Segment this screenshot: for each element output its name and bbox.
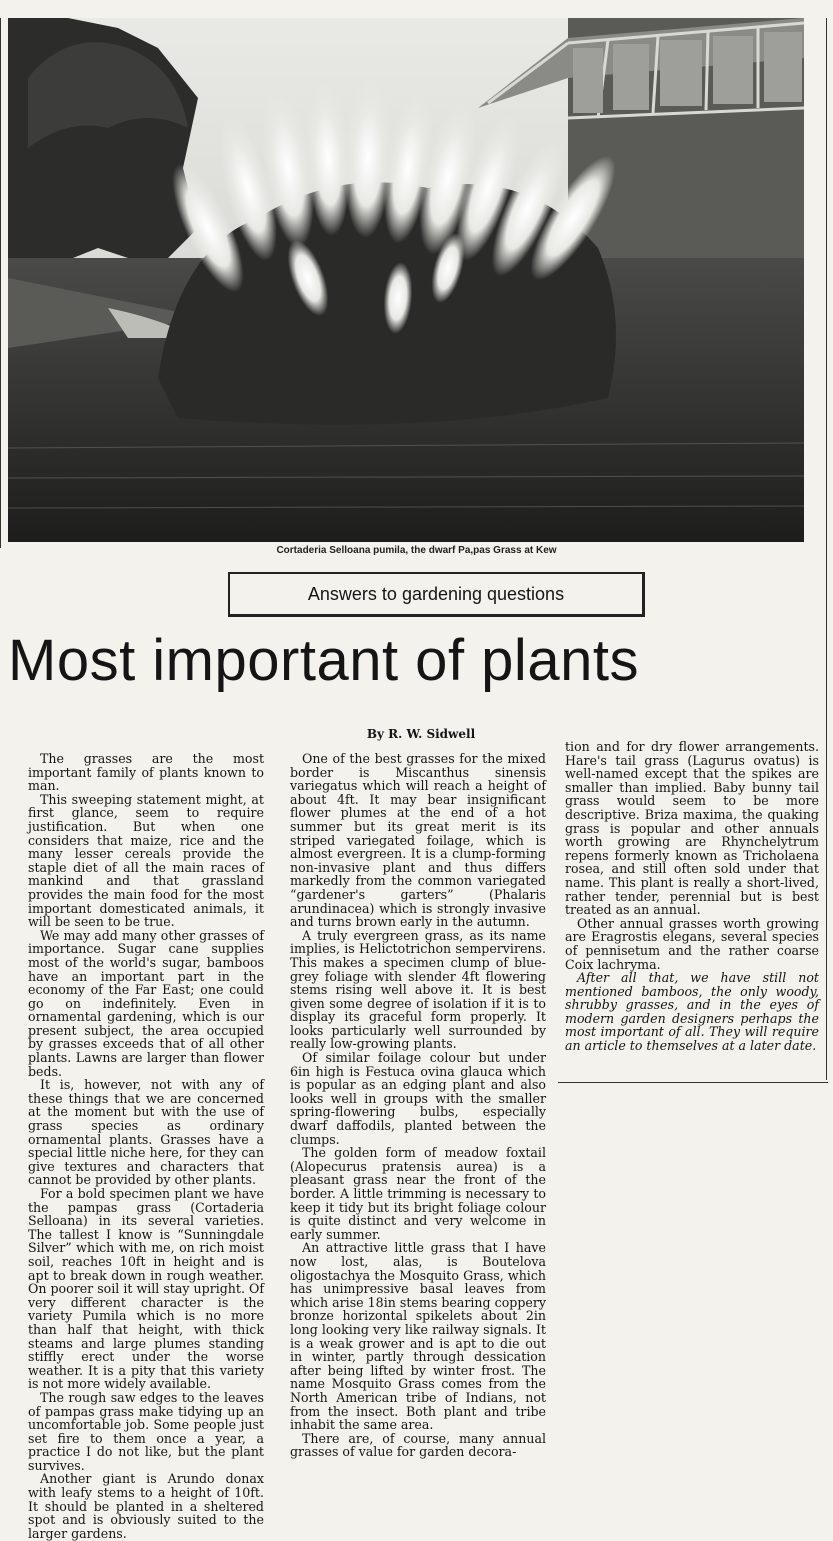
paragraph: One of the best grasses for the mixed border is Miscanthus sinensis variegatus which will reach a height of about 4ft. It may bear insignificant flower plumes at the end of a hot summer but its great merit is its striped variegated foilage, which is almost evergreen. It is a clump-forming non-invasive plant and thus differs markedly from the common variegated “gardener's garters” (Phalaris arundinacea) which is strongly invasive and turns brown early in the autumn. (290, 751, 546, 930)
column-end-rule (558, 1082, 828, 1083)
paragraph: For a bold specimen plant we have the pampas grass (Cortaderia Selloana) in its several varieties. The tallest I know is “Sunningdale Silver” which with me, on rich moist soil, reaches 10ft in height and is apt to break down in rough weather. On poorer soil it will stay upright. Of very different character is the variety Pumila which is no more than half that height, with thick steams and large plumes standing stiffly erect under the worse weather. It is a pity that this variety is not more widely available. (28, 1186, 264, 1392)
paragraph: The golden form of meadow foxtail (Alopecurus pratensis aurea) is a pleasant grass near the front of the border. A little trimming is necessary to keep it tidy but its bright foliage colour is quite distinct and very welcome in early summer. (290, 1145, 546, 1242)
article-column-3 (565, 740, 819, 1080)
paragraph: The rough saw edges to the leaves of pampas grass make tidying up an uncomfortable job. Some people just set fire to them once a year, a practice I do not like, but the plant survives. (28, 1389, 264, 1473)
section-kicker (228, 572, 645, 617)
closing-paragraph: After all that, we have still not mentioned bamboos, the only woody, shrubby grasses, and in the eyes of modern garden designers perhaps the most important of all. They will require an article to themselves at a later date. (565, 970, 819, 1054)
paragraph: It is, however, not with any of these things that we are concerned at the moment but with the use of grass species as ordinary ornamental plants. Grasses have a special little niche here, for they can give textures and characters that cannot be provided by other plants. (28, 1077, 264, 1188)
paragraph: tion and for dry flower arrangements. Hare's tail grass (Lagurus ovatus) is well-named except that the spikes are smaller than implied. Baby bunny tail grass would seem to be more descriptive. Briza maxima, the quaking grass is popular and other annuals worth growing are Rhynchelytrum repens formerly known as Tricholaena rosea, and still often sold under that name. This plant is really a short-lived, rather tender, perennial but is best treated as an annual. (565, 739, 819, 918)
paragraph: There are, of course, many annual grasses of value for garden decora- (290, 1430, 546, 1460)
article-column-1 (28, 751, 264, 1541)
paragraph: An attractive little grass that I have now lost, alas, is Boutelova oligostachya the Mosquito Grass, which has unimpressive basal leaves from which arise 18in stems bearing coppery bronze horizontal spikelets about 2in long looking very like railway signals. It is a weak grower and is apt to die out in winter, partly through dessication after being lifted by winter frost. The name Mosquito Grass comes from the North American tribe of Indians, not from the insect. Both plant and tribe inhabit the same area. (290, 1240, 546, 1433)
column-rule-left (0, 18, 1, 548)
paragraph: We may add many other grasses of importance. Sugar cane supplies most of the world's sugar, bamboos have an important part in the economy of the Far East; one could go on indefinitely. Even in ornamental gardening, which is our present subject, the area occupied by grasses exceeds that of all other plants. Lawns are larger than flower beds. (28, 927, 264, 1079)
headline: Most important of plants (8, 628, 639, 693)
paragraph: Of similar foilage colour but under 6in high is Festuca ovina glauca which is popular as an edging plant and also looks well in groups with the smaller spring-flowering bulbs, especially dwarf daffodils, planted between the clumps. (290, 1050, 546, 1147)
paragraph: Another giant is Arundo donax with leafy stems to a height of 10ft. It should be planted in a sheltered spot and is obviously suited to the larger gardens. (28, 1471, 264, 1541)
kicker-text: Answers to gardening questions (307, 583, 565, 604)
paragraph: This sweeping statement might, at first glance, seem to require justification. But when one considers that maize, rice and the many lesser cereals provide the staple diet of all the main races of mankind and that grassland provides the main food for the most important domesticated animals, it will be seen to be true. (28, 791, 264, 930)
article-column-2 (290, 752, 546, 1482)
paragraph: The grasses are the most important family of plants known to man. (28, 751, 264, 794)
photo-caption: Cortaderia Selloana pumila, the dwarf Pa,pas Grass at Kew (276, 545, 557, 556)
pampas-grass-photo (8, 18, 804, 542)
photo-illustration (8, 18, 804, 542)
paragraph: Other annual grasses worth growing are Eragrostis elegans, several species of pennisetum and the rather coarse Coix lachryma. (565, 915, 819, 972)
column-rule-right (826, 18, 827, 1080)
paragraph: A truly evergreen grass, as its name implies, is Helictotrichon sempervirens. This makes a specimen clump of blue-grey foliage with slender 4ft flowering stems rising well above it. It is best given some degree of isolation if it is to display its graceful form properly. It looks particularly well surrounded by really low-growing plants. (290, 927, 546, 1052)
byline: By R. W. Sidwell (366, 727, 476, 741)
